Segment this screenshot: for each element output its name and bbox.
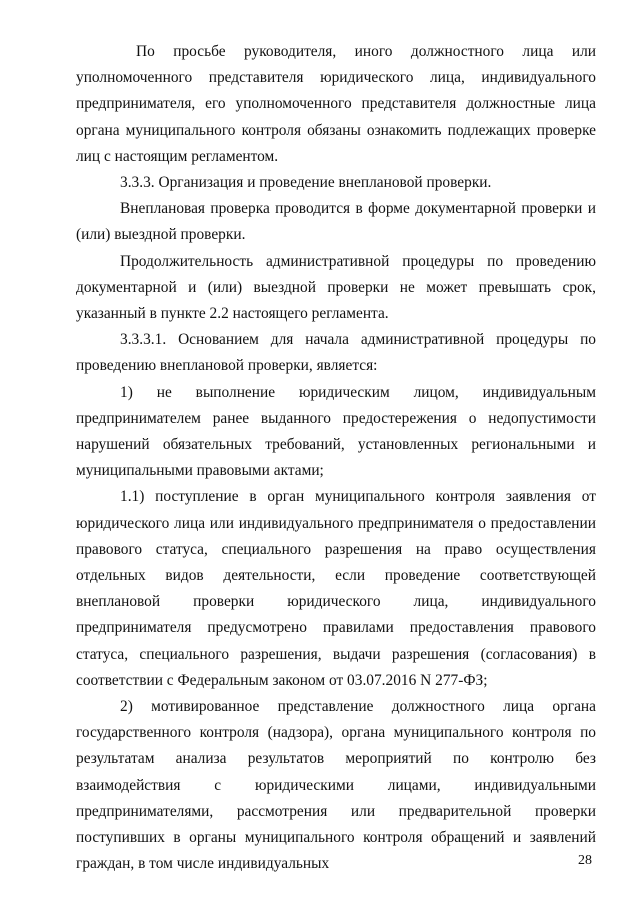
paragraph-familiarization: По просьбе руководителя, иного должностного лица или уполномоченного представителя юридического лица, индивидуального предпринимателя, его уполномоченного представителя должностные лица органа муниципального контроля обязаны ознакомить подлежащих проверке лиц с настоящим регламентом. <box>76 43 596 165</box>
paragraph-unscheduled-form: Внеплановая проверка проводится в форме документарной проверки и (или) выездной проверки. <box>76 200 596 244</box>
page-number: 28 <box>578 853 592 868</box>
list-item-1: 1) не выполнение юридическим лицом, индивидуальным предпринимателем ранее выданного предостережения о недопустимости нарушений обязательных требований, установленных региональными и муниципальными правовыми актами; <box>76 383 596 480</box>
document-body <box>76 39 596 878</box>
list-item-1-1: 1.1) поступление в орган муниципального контроля заявления от юридического лица или индивидуального предпринимателя о предоставлении правового статуса, специального разрешения на право осуществления отдельных видов деятельности, если проведение соответствующей внеплановой проверки юридического лица, индивидуального предпринимателя предусмотрено правилами предоставления правового статуса, специального разрешения, выдачи разрешения (согласования) в соответствии с Федеральным законом от 03.07.2016 N 277-ФЗ; <box>76 488 596 689</box>
paragraph-grounds-heading: 3.3.3.1. Основанием для начала административной процедуры по проведению внеплановой проверки, является: <box>76 331 596 375</box>
list-item-2: 2) мотивированное представление должностного лица органа государственного контроля (надзора), органа муниципального контроля по результатам анализа результатов мероприятий по контролю без взаимодействия с юридическими лицами, индивидуальными предпринимателями, рассмотрения или предварительной проверки поступивших в органы муниципального контроля обращений и заявлений граждан, в том числе индивидуальных <box>76 698 596 873</box>
paragraph-duration: Продолжительность административной процедуры по проведению документарной и (или) выездной проверки не может превышать срок, указанный в пункте 2.2 настоящего регламента. <box>76 252 596 323</box>
section-heading-3-3-3: 3.3.3. Организация и проведение внеплановой проверки. <box>120 174 492 192</box>
